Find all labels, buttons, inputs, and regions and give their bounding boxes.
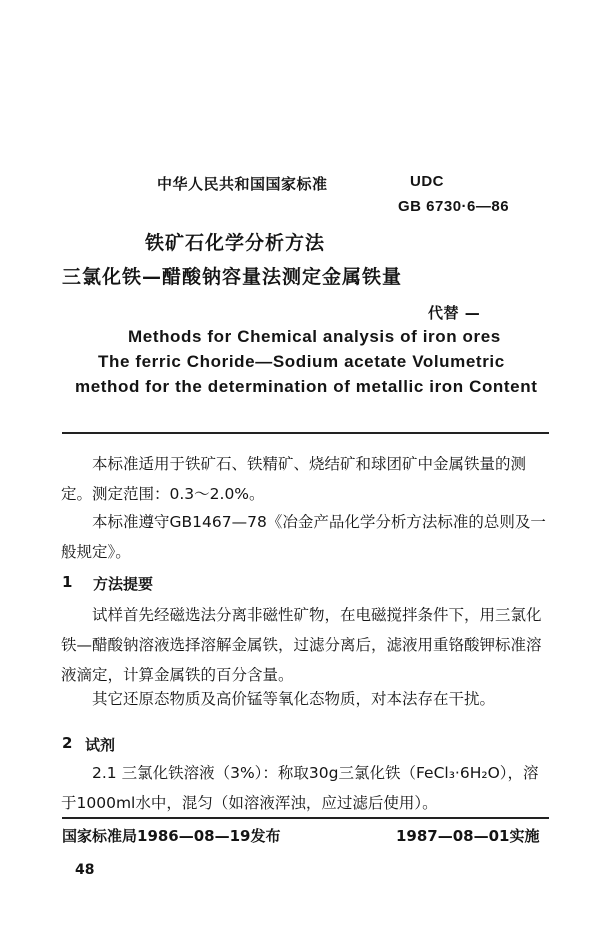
page-number: 48: [75, 862, 95, 878]
section1-number: 1: [62, 573, 73, 591]
gb-number: GB 6730·6—86: [398, 198, 510, 215]
intro-paragraph-1: 本标准适用于铁矿石、铁精矿、烧结矿和球团矿中金属铁量的测定。测定范围：0.3～2.0%。: [61, 455, 527, 503]
title-en-line2: The ferric Choride—Sodium acetate Volumetric: [98, 352, 505, 371]
title-cn-line1: 铁矿石化学分析方法: [145, 232, 326, 254]
section2-item-2-1: 2.1 三氯化铁溶液（3%）：称取30g三氯化铁（FeCl₃·6H₂O），溶于1000ml水中，混匀（如溶液浑浊，应过滤后使用）。: [61, 764, 539, 812]
top-divider: [62, 432, 549, 434]
title-en-line1: Methods for Chemical analysis of iron ores: [128, 327, 501, 346]
effective-date: 1987—08—01实施: [396, 827, 540, 845]
title-en-line3: method for the determination of metallic iron Content: [75, 377, 538, 396]
section1-paragraph-2: 其它还原态物质及高价锰等氧化态物质，对本法存在干扰。: [92, 690, 496, 708]
title-cn-line2: 三氯化铁—醋酸钠容量法测定金属铁量: [62, 266, 403, 288]
replaces-label: 代替 —: [428, 304, 481, 322]
section1-title: 方法提要: [93, 575, 154, 593]
bottom-divider: [62, 817, 549, 819]
standard-label: 中华人民共和国国家标准: [157, 175, 328, 193]
udc-label: UDC: [410, 173, 444, 190]
issued-date: 国家标准局1986—08—19发布: [62, 827, 281, 845]
section2-title: 试剂: [85, 736, 116, 754]
section2-number: 2: [62, 734, 73, 752]
section1-paragraph-1: 试样首先经磁选法分离非磁性矿物，在电磁搅拌条件下，用三氯化铁—醋酸钠溶液选择溶解金属铁，过滤分离后，滤液用重铬酸钾标准溶液滴定，计算金属铁的百分含量。: [61, 606, 542, 684]
intro-paragraph-2: 本标准遵守GB1467—78《冶金产品化学分析方法标准的总则及一般规定》。: [61, 513, 546, 561]
